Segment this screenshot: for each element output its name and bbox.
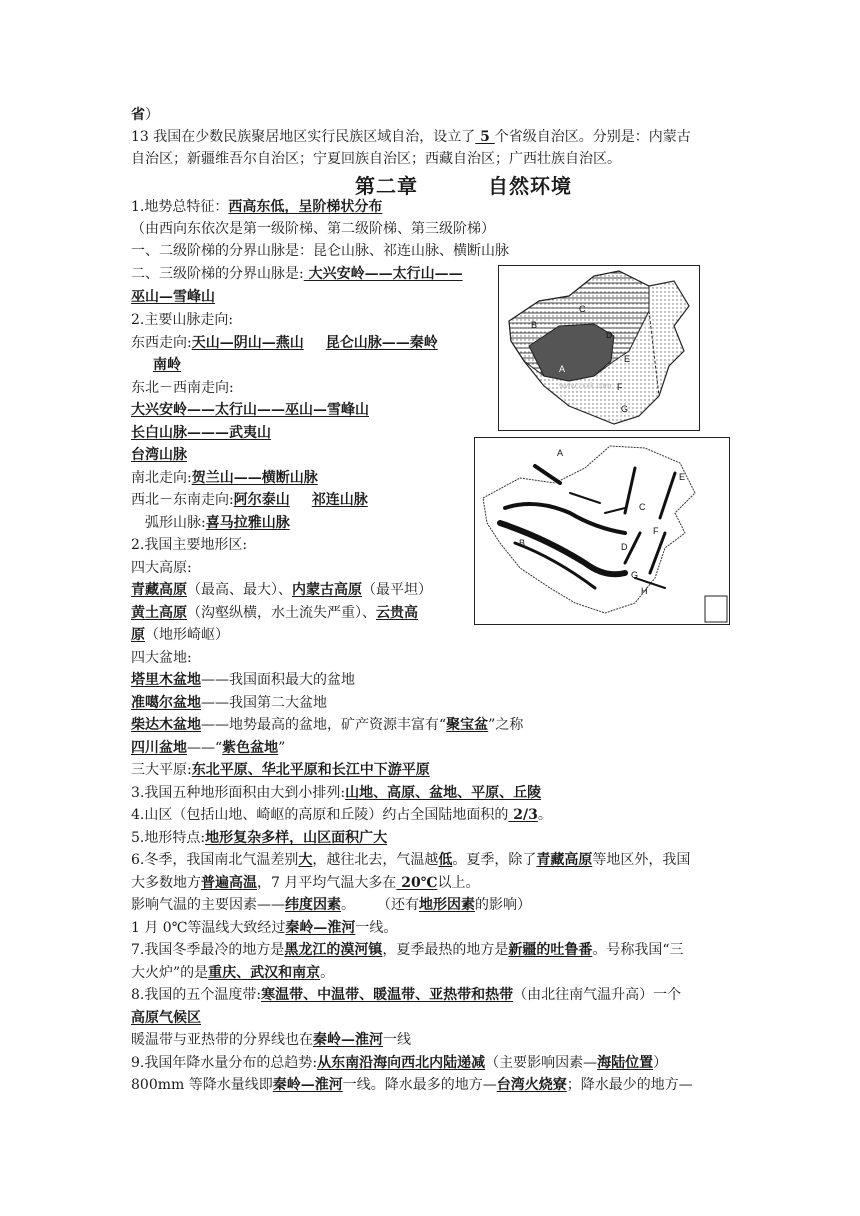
mountain-ranges-map	[474, 437, 730, 625]
text-line: 大兴安岭——太行山——巫山—雪峰山	[131, 402, 369, 418]
map-label: D	[606, 330, 613, 340]
map-label: H	[641, 586, 648, 596]
text-line: 影响气温的主要因素——纬度因素。 （还有地形因素的影响）	[131, 897, 531, 913]
text-line: 巫山—雪峰山	[131, 289, 215, 305]
text-line: 西北－东南走向:阿尔泰山 祁连山脉	[131, 492, 368, 508]
text-line: 3.我国五种地形面积由大到小排列:山地、高原、盆地、平原、丘陵	[131, 785, 542, 801]
map-label: E	[624, 354, 631, 364]
map-label: F	[617, 382, 623, 392]
text-line: 大多数地方普遍高温，7 月平均气温大多在 20℃以上。	[131, 875, 480, 891]
watermark: www.zxxk.com	[559, 381, 612, 390]
map-label: E	[679, 472, 686, 482]
text-line: 台湾山脉	[131, 447, 187, 463]
text-line: 四大高原:	[131, 560, 192, 576]
text-line: 原（地形崎岖）	[131, 627, 229, 643]
chapter-title: 第二章 自然环境	[355, 174, 572, 198]
text-line: 东北－西南走向:	[131, 380, 234, 396]
text-line: 准噶尔盆地——我国第二大盆地	[131, 695, 327, 711]
text-line: 一、二级阶梯的分界山脉是：昆仑山脉、祁连山脉、横断山脉	[131, 243, 509, 259]
text-line: 13 我国在少数民族聚居地区实行民族区域自治，设立了 5 个省级自治区。分别是：内蒙古	[131, 129, 691, 145]
terrain-steps-map	[498, 265, 700, 431]
text-line: 1.地势总特征：西高东低，呈阶梯状分布	[131, 199, 383, 215]
text-line: 青藏高原（最高、最大）、内蒙古高原（最平坦）	[131, 582, 432, 598]
text-line: 7.我国冬季最冷的地方是黑龙江的漠河镇，夏季最热的地方是新疆的吐鲁番。号称我国“三	[131, 942, 684, 958]
text-line: 塔里木盆地——我国面积最大的盆地	[131, 672, 355, 688]
text-line: 高原气候区	[131, 1010, 201, 1026]
text-line: 省）	[131, 107, 159, 123]
text-line: 9.我国年降水量分布的总趋势:从东南沿海向西北内陆递减（主要影响因素—海陆位置）	[131, 1055, 668, 1071]
text-line: 四川盆地——“紫色盆地”	[131, 740, 286, 756]
map-label: B	[531, 320, 538, 330]
text-line: 南北走向:贺兰山——横断山脉	[131, 470, 318, 486]
text-line: 黄土高原（沟壑纵横，水土流失严重）、云贵高	[131, 605, 418, 621]
text-line: 8.我国的五个温度带:寒温带、中温带、暖温带、亚热带和热带（由北往南气温升高）一个	[131, 987, 682, 1003]
text-line: 2.主要山脉走向:	[131, 312, 234, 328]
text-line: 1 月 0℃等温线大致经过秦岭—淮河一线。	[131, 920, 398, 936]
text-line: 弧形山脉:喜马拉雅山脉	[145, 515, 290, 531]
text-line: 长白山脉———武夷山	[131, 425, 271, 441]
map-label: F	[653, 526, 659, 536]
text-line: 4.山区（包括山地、崎岖的高原和丘陵）约占全国陆地面积的 2/3。	[131, 807, 552, 823]
map-label: C	[579, 304, 586, 314]
map-label: A	[559, 364, 566, 374]
map-label: A	[557, 448, 564, 458]
text-line: 2.我国主要地形区:	[131, 537, 248, 553]
text-line: 二、三级阶梯的分界山脉是: 大兴安岭——太行山——	[131, 266, 463, 282]
text-line: 柴达木盆地——地势最高的盆地，矿产资源丰富有“聚宝盆”之称	[131, 717, 524, 733]
text-line: 南岭	[153, 357, 181, 373]
text-line: 自治区；新疆维吾尔自治区；宁夏回族自治区；西藏自治区；广西壮族自治区。	[131, 151, 621, 167]
text-line: 5.地形特点:地形复杂多样，山区面积广大	[131, 830, 388, 846]
text-line: 暖温带与亚热带的分界线也在秦岭—淮河一线	[131, 1032, 411, 1048]
text-line: 800mm 等降水量线即秦岭—淮河一线。降水最多的地方—台湾火烧寮；降水最少的地方—	[131, 1077, 693, 1093]
map-label: G	[621, 404, 629, 414]
text-line: 四大盆地:	[131, 650, 192, 666]
map-label: B	[519, 538, 526, 548]
text-line: 6.冬季，我国南北气温差别大，越往北去，气温越低。夏季，除了青藏高原等地区外，我国	[131, 852, 691, 868]
text-line: 三大平原:东北平原、华北平原和长江中下游平原	[131, 762, 430, 778]
map-label: G	[631, 570, 639, 580]
map-label: C	[639, 502, 646, 512]
text-line: （由西向东依次是第一级阶梯、第二级阶梯、第三级阶梯）	[131, 221, 495, 237]
text-line: 大火炉”的是重庆、武汉和南京。	[131, 965, 335, 981]
text-line: 东西走向:天山—阴山—燕山 昆仑山脉——秦岭	[131, 335, 438, 351]
map-label: D	[621, 542, 628, 552]
